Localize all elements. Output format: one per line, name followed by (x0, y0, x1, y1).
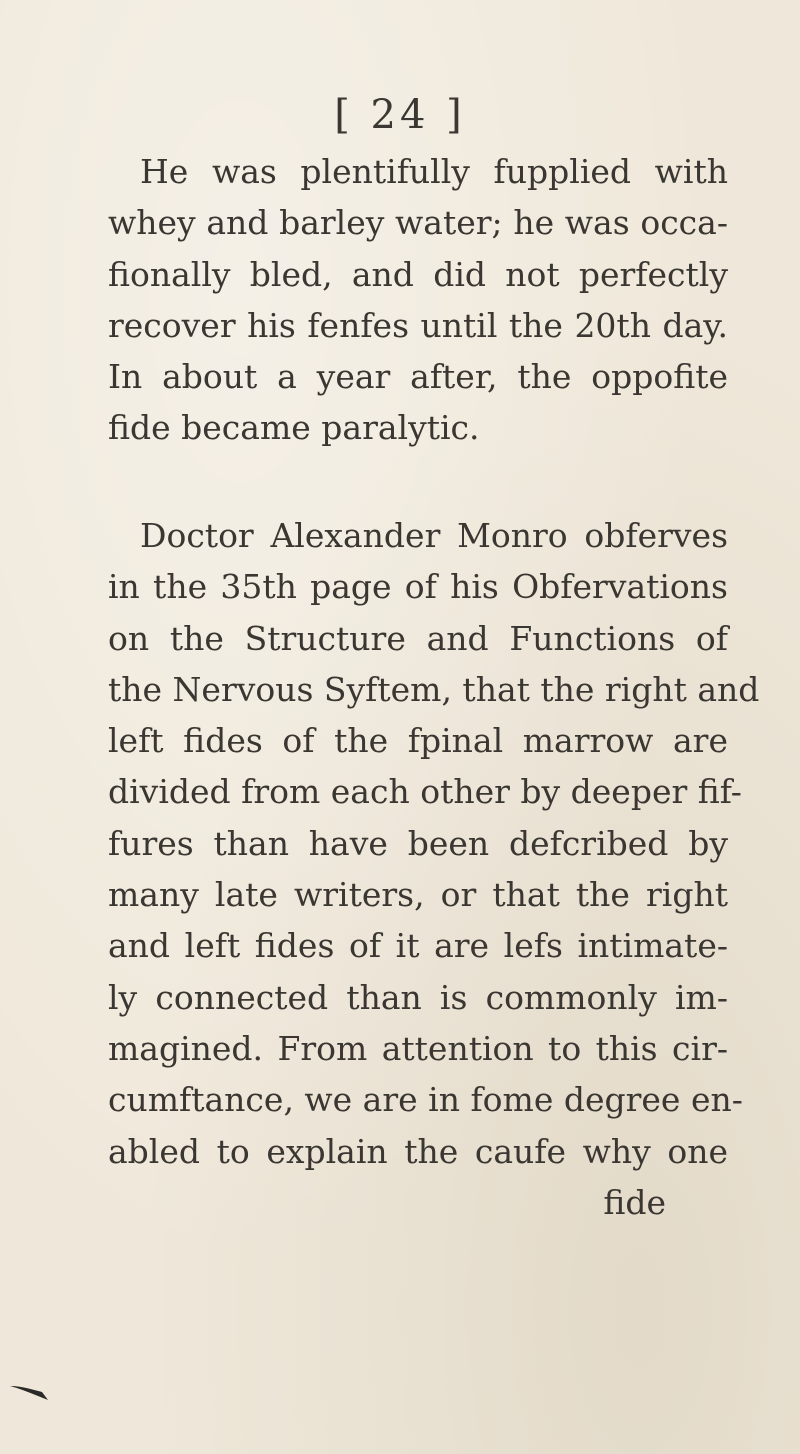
text-line: Doctor Alexander Monro obferves (140, 516, 728, 555)
text-line: fionally bled, and did not perfectly (108, 254, 728, 294)
text-line: left fides of the fpinal marrow are (108, 721, 728, 761)
text-line: fures than have been defcribed by (108, 823, 728, 863)
text-line: the Nervous Syftem, that the right and (108, 669, 760, 709)
page-number: [ 24 ] (334, 92, 466, 138)
text-line: cumftance, we are in fome degree en- (108, 1080, 743, 1120)
text-line: ly connected than is commonly im- (108, 977, 728, 1017)
paragraph-1 (108, 146, 728, 454)
text-line: in the 35th page of his Obfervations (108, 567, 728, 607)
text-line: magined. From attention to this cir- (108, 1028, 728, 1068)
text-line: and left fides of it are lefs intimate- (108, 926, 728, 966)
text-line: In about a year after, the oppofite (108, 357, 728, 397)
text-line: many late writers, or that the right (108, 875, 728, 915)
text-line: abled to explain the caufe why one (108, 1131, 728, 1171)
ink-mark-icon (8, 1380, 52, 1402)
catchword: fide (603, 1182, 666, 1222)
text-line: He was plentifully fupplied with (140, 152, 728, 191)
text-line: divided from each other by deeper fif- (108, 772, 742, 812)
text-line: whey and barley water; he was occa- (108, 203, 728, 243)
text-line: on the Structure and Functions of (108, 618, 728, 658)
paragraph-2 (108, 510, 760, 1228)
text-line: fide became paralytic. (108, 408, 480, 448)
text-line: recover his fenfes until the 20th day. (108, 305, 728, 345)
